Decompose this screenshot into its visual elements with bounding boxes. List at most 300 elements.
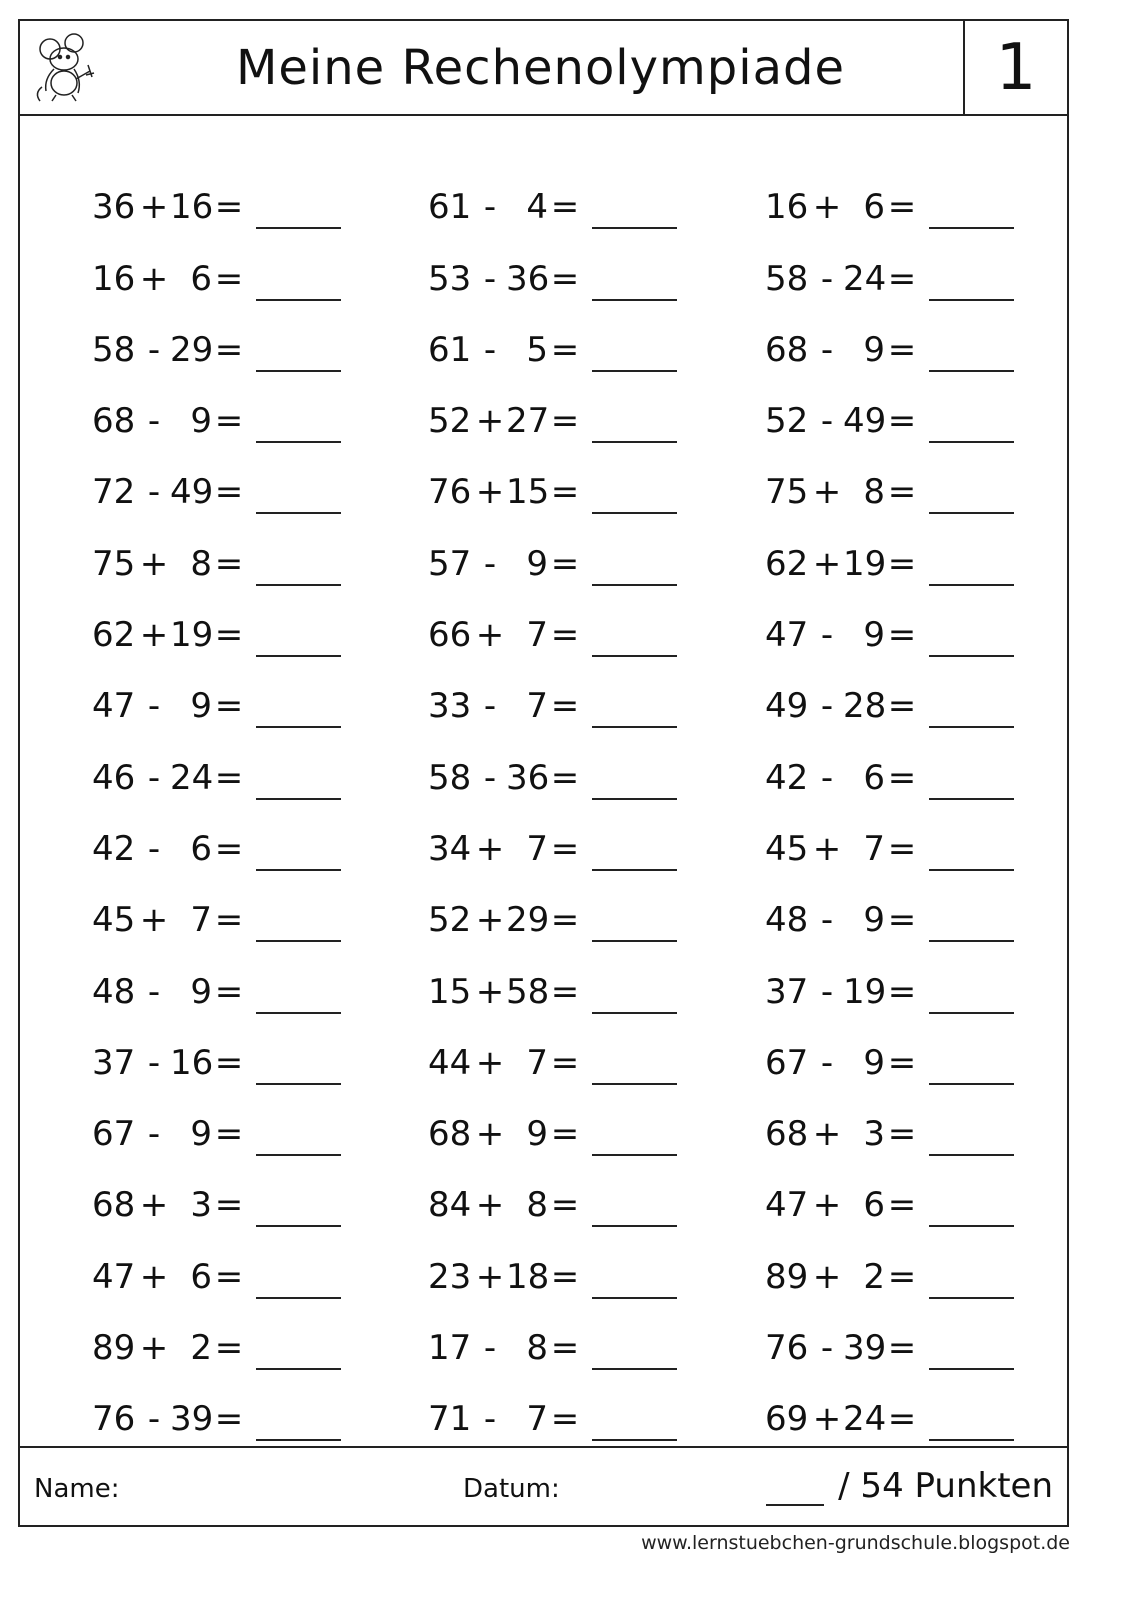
operand-b: 49	[843, 401, 887, 442]
equals-sign: =	[887, 900, 917, 941]
date-label: Datum:	[463, 1474, 560, 1504]
operand-a: 47	[92, 686, 136, 727]
answer-blank[interactable]	[592, 686, 677, 728]
answer-blank[interactable]	[256, 259, 341, 301]
equals-sign: =	[887, 1328, 917, 1369]
operand-b: 6	[190, 258, 212, 299]
equals-sign: =	[887, 757, 917, 798]
operand-b: 9	[863, 900, 885, 941]
answer-blank[interactable]	[256, 1257, 341, 1299]
equals-sign: =	[214, 1114, 244, 1155]
exercise-row	[428, 655, 728, 726]
answer-blank[interactable]	[929, 187, 1014, 229]
exercise-column-1	[92, 156, 392, 1439]
operator: -	[483, 757, 497, 798]
operand-a: 33	[428, 686, 472, 727]
equals-sign: =	[887, 971, 917, 1012]
operand-b: 9	[863, 1042, 885, 1083]
exercise-row	[428, 1297, 728, 1368]
worksheet-footer	[20, 1446, 1067, 1525]
equals-sign: =	[214, 258, 244, 299]
answer-blank[interactable]	[929, 544, 1014, 586]
operator: -	[820, 971, 834, 1012]
answer-blank[interactable]	[929, 829, 1014, 871]
operator: +	[139, 187, 169, 228]
operand-a: 49	[765, 686, 809, 727]
score-total: / 54 Punkten	[838, 1466, 1053, 1506]
answer-blank[interactable]	[592, 401, 677, 443]
operator: -	[483, 329, 497, 370]
answer-blank[interactable]	[256, 401, 341, 443]
operand-a: 42	[92, 828, 136, 869]
operand-b: 16	[170, 1042, 214, 1083]
equals-sign: =	[550, 1328, 580, 1369]
operator: -	[820, 686, 834, 727]
exercise-row	[428, 1368, 728, 1439]
answer-blank[interactable]	[929, 472, 1014, 514]
exercise-row	[92, 370, 392, 441]
operand-b: 7	[863, 828, 885, 869]
exercise-row	[765, 1368, 1065, 1439]
operator: +	[812, 187, 842, 228]
operand-a: 52	[428, 900, 472, 941]
equals-sign: =	[887, 1042, 917, 1083]
exercise-row	[765, 1297, 1065, 1368]
operand-a: 58	[428, 757, 472, 798]
operator: +	[812, 1256, 842, 1297]
exercise-row	[765, 299, 1065, 370]
operator: -	[147, 757, 161, 798]
operand-a: 61	[428, 329, 472, 370]
equals-sign: =	[887, 1114, 917, 1155]
operand-b: 7	[526, 1399, 548, 1440]
operator: +	[812, 472, 842, 513]
operator: -	[147, 329, 161, 370]
operator: +	[475, 900, 505, 941]
operand-a: 47	[92, 1256, 136, 1297]
exercise-row	[765, 1225, 1065, 1296]
operator: +	[475, 971, 505, 1012]
operand-a: 66	[428, 615, 472, 656]
operand-b: 7	[526, 1042, 548, 1083]
operand-a: 23	[428, 1256, 472, 1297]
operand-a: 46	[92, 757, 136, 798]
operand-a: 71	[428, 1399, 472, 1440]
operand-a: 44	[428, 1042, 472, 1083]
answer-blank[interactable]	[592, 1114, 677, 1156]
answer-blank[interactable]	[592, 187, 677, 229]
exercise-row	[428, 726, 728, 797]
operand-a: 89	[765, 1256, 809, 1297]
operand-b: 9	[526, 543, 548, 584]
answer-blank[interactable]	[592, 900, 677, 942]
operand-a: 16	[92, 258, 136, 299]
equals-sign: =	[887, 329, 917, 370]
operator: +	[139, 1256, 169, 1297]
exercise-row	[92, 1154, 392, 1225]
operand-a: 75	[765, 472, 809, 513]
exercise-row	[765, 655, 1065, 726]
answer-blank[interactable]	[929, 615, 1014, 657]
equals-sign: =	[550, 1256, 580, 1297]
answer-blank[interactable]	[929, 686, 1014, 728]
answer-blank[interactable]	[592, 1185, 677, 1227]
operand-a: 62	[92, 615, 136, 656]
mouse-drawing-icon	[30, 29, 110, 107]
name-label: Name:	[34, 1474, 120, 1504]
exercise-row	[92, 655, 392, 726]
operator: +	[812, 1185, 842, 1226]
operand-a: 84	[428, 1185, 472, 1226]
answer-blank[interactable]	[929, 1328, 1014, 1370]
answer-blank[interactable]	[929, 1257, 1014, 1299]
operator: +	[475, 828, 505, 869]
exercise-row	[765, 1012, 1065, 1083]
answer-blank[interactable]	[256, 1185, 341, 1227]
equals-sign: =	[214, 1328, 244, 1369]
equals-sign: =	[887, 472, 917, 513]
exercise-row	[428, 1154, 728, 1225]
operand-a: 48	[92, 971, 136, 1012]
exercise-row	[765, 370, 1065, 441]
operator: +	[139, 1328, 169, 1369]
operand-b: 9	[190, 1114, 212, 1155]
operand-a: 67	[92, 1114, 136, 1155]
equals-sign: =	[214, 543, 244, 584]
operand-a: 68	[92, 1185, 136, 1226]
operator: +	[475, 1042, 505, 1083]
equals-sign: =	[214, 1256, 244, 1297]
exercise-row	[765, 869, 1065, 940]
operator: -	[147, 401, 161, 442]
operator: -	[147, 1114, 161, 1155]
operand-a: 76	[765, 1328, 809, 1369]
operand-a: 45	[92, 900, 136, 941]
exercise-row	[428, 1012, 728, 1083]
operand-b: 7	[190, 900, 212, 941]
operator: -	[147, 1042, 161, 1083]
exercise-row	[428, 798, 728, 869]
operand-b: 58	[506, 971, 550, 1012]
operand-a: 76	[92, 1399, 136, 1440]
equals-sign: =	[214, 828, 244, 869]
answer-blank[interactable]	[929, 1185, 1014, 1227]
operand-b: 8	[190, 543, 212, 584]
exercise-row	[92, 227, 392, 298]
exercise-row	[92, 1083, 392, 1154]
exercise-row	[428, 441, 728, 512]
operand-b: 6	[863, 187, 885, 228]
exercise-row	[765, 1083, 1065, 1154]
operator: +	[475, 472, 505, 513]
answer-blank[interactable]	[929, 972, 1014, 1014]
operand-b: 6	[190, 1256, 212, 1297]
operand-b: 18	[506, 1256, 550, 1297]
operand-a: 57	[428, 543, 472, 584]
operator: -	[483, 258, 497, 299]
answer-blank[interactable]	[256, 686, 341, 728]
operand-a: 37	[765, 971, 809, 1012]
operand-a: 16	[765, 187, 809, 228]
equals-sign: =	[887, 1399, 917, 1440]
operator: -	[147, 472, 161, 513]
equals-sign: =	[550, 472, 580, 513]
equals-sign: =	[214, 1399, 244, 1440]
operand-b: 3	[190, 1185, 212, 1226]
answer-blank[interactable]	[592, 259, 677, 301]
operand-b: 7	[526, 615, 548, 656]
operand-b: 29	[506, 900, 550, 941]
answer-blank[interactable]	[256, 544, 341, 586]
operand-b: 19	[843, 543, 887, 584]
operand-a: 67	[765, 1042, 809, 1083]
operator: -	[820, 401, 834, 442]
exercise-row	[92, 156, 392, 227]
operator: +	[475, 1256, 505, 1297]
equals-sign: =	[887, 615, 917, 656]
exercise-column-3	[765, 156, 1065, 1439]
operand-b: 7	[526, 686, 548, 727]
operator: -	[147, 1399, 161, 1440]
exercise-row	[428, 370, 728, 441]
exercise-row	[765, 512, 1065, 583]
operand-b: 9	[863, 615, 885, 656]
exercise-row	[92, 1368, 392, 1439]
operator: -	[147, 971, 161, 1012]
exercise-row	[92, 726, 392, 797]
answer-blank[interactable]	[256, 1043, 341, 1085]
operator: -	[147, 828, 161, 869]
equals-sign: =	[214, 187, 244, 228]
operand-a: 52	[765, 401, 809, 442]
equals-sign: =	[550, 971, 580, 1012]
exercise-row	[765, 798, 1065, 869]
operand-b: 28	[843, 686, 887, 727]
equals-sign: =	[214, 615, 244, 656]
operand-b: 8	[526, 1328, 548, 1369]
operand-a: 47	[765, 1185, 809, 1226]
exercise-row	[428, 584, 728, 655]
exercise-row	[428, 940, 728, 1011]
operand-a: 37	[92, 1042, 136, 1083]
answer-blank[interactable]	[592, 972, 677, 1014]
equals-sign: =	[550, 615, 580, 656]
equals-sign: =	[550, 900, 580, 941]
answer-blank[interactable]	[929, 1114, 1014, 1156]
exercise-row	[765, 1154, 1065, 1225]
equals-sign: =	[550, 828, 580, 869]
answer-blank[interactable]	[929, 259, 1014, 301]
operand-b: 36	[506, 757, 550, 798]
equals-sign: =	[887, 828, 917, 869]
operator: -	[483, 1328, 497, 1369]
equals-sign: =	[550, 258, 580, 299]
score-answer-blank[interactable]	[766, 1470, 824, 1506]
exercise-row	[428, 1083, 728, 1154]
equals-sign: =	[550, 1185, 580, 1226]
answer-blank[interactable]	[592, 615, 677, 657]
equals-sign: =	[887, 258, 917, 299]
operator: +	[475, 1114, 505, 1155]
operand-b: 5	[526, 329, 548, 370]
operand-a: 53	[428, 258, 472, 299]
operator: +	[139, 900, 169, 941]
equals-sign: =	[550, 1114, 580, 1155]
operand-b: 9	[190, 971, 212, 1012]
answer-blank[interactable]	[592, 472, 677, 514]
operand-a: 75	[92, 543, 136, 584]
operator: -	[820, 615, 834, 656]
operator: -	[820, 757, 834, 798]
operand-a: 69	[765, 1399, 809, 1440]
answer-blank[interactable]	[592, 1328, 677, 1370]
operand-b: 19	[843, 971, 887, 1012]
exercise-row	[765, 227, 1065, 298]
operand-a: 42	[765, 757, 809, 798]
operand-b: 2	[863, 1256, 885, 1297]
operator: -	[147, 686, 161, 727]
answer-blank[interactable]	[929, 330, 1014, 372]
answer-blank[interactable]	[256, 1328, 341, 1370]
operand-a: 58	[92, 329, 136, 370]
operator: -	[820, 1042, 834, 1083]
equals-sign: =	[550, 1042, 580, 1083]
equals-sign: =	[550, 329, 580, 370]
answer-blank[interactable]	[256, 900, 341, 942]
answer-blank[interactable]	[592, 1043, 677, 1085]
answer-blank[interactable]	[592, 1257, 677, 1299]
exercise-row	[92, 584, 392, 655]
exercise-row	[428, 869, 728, 940]
operand-b: 4	[526, 187, 548, 228]
worksheet-header	[20, 21, 1067, 116]
answer-blank[interactable]	[929, 1043, 1014, 1085]
operand-a: 58	[765, 258, 809, 299]
exercise-row	[428, 299, 728, 370]
equals-sign: =	[214, 1042, 244, 1083]
exercise-row	[92, 1225, 392, 1296]
sheet-number: 1	[963, 21, 1067, 114]
answer-blank[interactable]	[256, 187, 341, 229]
exercise-row	[92, 940, 392, 1011]
equals-sign: =	[550, 187, 580, 228]
operand-b: 7	[526, 828, 548, 869]
operator: +	[812, 543, 842, 584]
operand-b: 8	[863, 472, 885, 513]
operand-a: 89	[92, 1328, 136, 1369]
operand-a: 68	[92, 401, 136, 442]
answer-blank[interactable]	[592, 544, 677, 586]
equals-sign: =	[887, 543, 917, 584]
equals-sign: =	[214, 686, 244, 727]
equals-sign: =	[887, 1185, 917, 1226]
operand-a: 45	[765, 828, 809, 869]
operator: +	[812, 1114, 842, 1155]
exercise-row	[92, 441, 392, 512]
answer-blank[interactable]	[929, 900, 1014, 942]
exercise-row	[765, 940, 1065, 1011]
operand-b: 2	[190, 1328, 212, 1369]
answer-blank[interactable]	[592, 829, 677, 871]
equals-sign: =	[887, 1256, 917, 1297]
equals-sign: =	[214, 472, 244, 513]
exercise-row	[92, 299, 392, 370]
equals-sign: =	[550, 686, 580, 727]
equals-sign: =	[214, 971, 244, 1012]
exercise-row	[428, 156, 728, 227]
answer-blank[interactable]	[256, 330, 341, 372]
operand-b: 19	[170, 615, 214, 656]
answer-blank[interactable]	[256, 615, 341, 657]
operand-b: 9	[190, 686, 212, 727]
answer-blank[interactable]	[929, 758, 1014, 800]
answer-blank[interactable]	[256, 758, 341, 800]
equals-sign: =	[550, 1399, 580, 1440]
operand-a: 62	[765, 543, 809, 584]
exercise-row	[765, 156, 1065, 227]
exercise-row	[428, 227, 728, 298]
equals-sign: =	[214, 757, 244, 798]
operator: -	[820, 329, 834, 370]
equals-sign: =	[214, 900, 244, 941]
exercise-row	[92, 512, 392, 583]
operand-b: 6	[190, 828, 212, 869]
operand-a: 68	[765, 329, 809, 370]
operand-b: 6	[863, 757, 885, 798]
equals-sign: =	[887, 401, 917, 442]
exercise-grid	[20, 116, 1067, 1514]
operator: +	[475, 401, 505, 442]
exercise-row	[428, 512, 728, 583]
answer-blank[interactable]	[929, 401, 1014, 443]
exercise-column-2	[428, 156, 728, 1439]
answer-blank[interactable]	[256, 972, 341, 1014]
operator: +	[139, 543, 169, 584]
operand-b: 36	[506, 258, 550, 299]
exercise-row	[92, 1012, 392, 1083]
operand-a: 15	[428, 971, 472, 1012]
operator: -	[820, 900, 834, 941]
answer-blank[interactable]	[256, 472, 341, 514]
operand-b: 24	[843, 258, 887, 299]
answer-blank[interactable]	[256, 829, 341, 871]
operand-a: 17	[428, 1328, 472, 1369]
equals-sign: =	[887, 686, 917, 727]
exercise-row	[92, 1297, 392, 1368]
operand-b: 3	[863, 1114, 885, 1155]
operator: -	[820, 258, 834, 299]
operator: -	[483, 187, 497, 228]
answer-blank[interactable]	[256, 1114, 341, 1156]
operator: +	[475, 1185, 505, 1226]
operator: -	[820, 1328, 834, 1369]
score-field	[766, 1466, 1053, 1506]
operator: +	[139, 258, 169, 299]
answer-blank[interactable]	[929, 1399, 1014, 1441]
worksheet	[18, 19, 1069, 1527]
operator: -	[483, 543, 497, 584]
answer-blank[interactable]	[592, 758, 677, 800]
operand-b: 24	[170, 757, 214, 798]
answer-blank[interactable]	[592, 330, 677, 372]
answer-blank[interactable]	[592, 1399, 677, 1441]
operator: -	[483, 686, 497, 727]
operator: +	[812, 828, 842, 869]
operand-b: 39	[170, 1399, 214, 1440]
operand-a: 76	[428, 472, 472, 513]
answer-blank[interactable]	[256, 1399, 341, 1441]
operand-a: 72	[92, 472, 136, 513]
